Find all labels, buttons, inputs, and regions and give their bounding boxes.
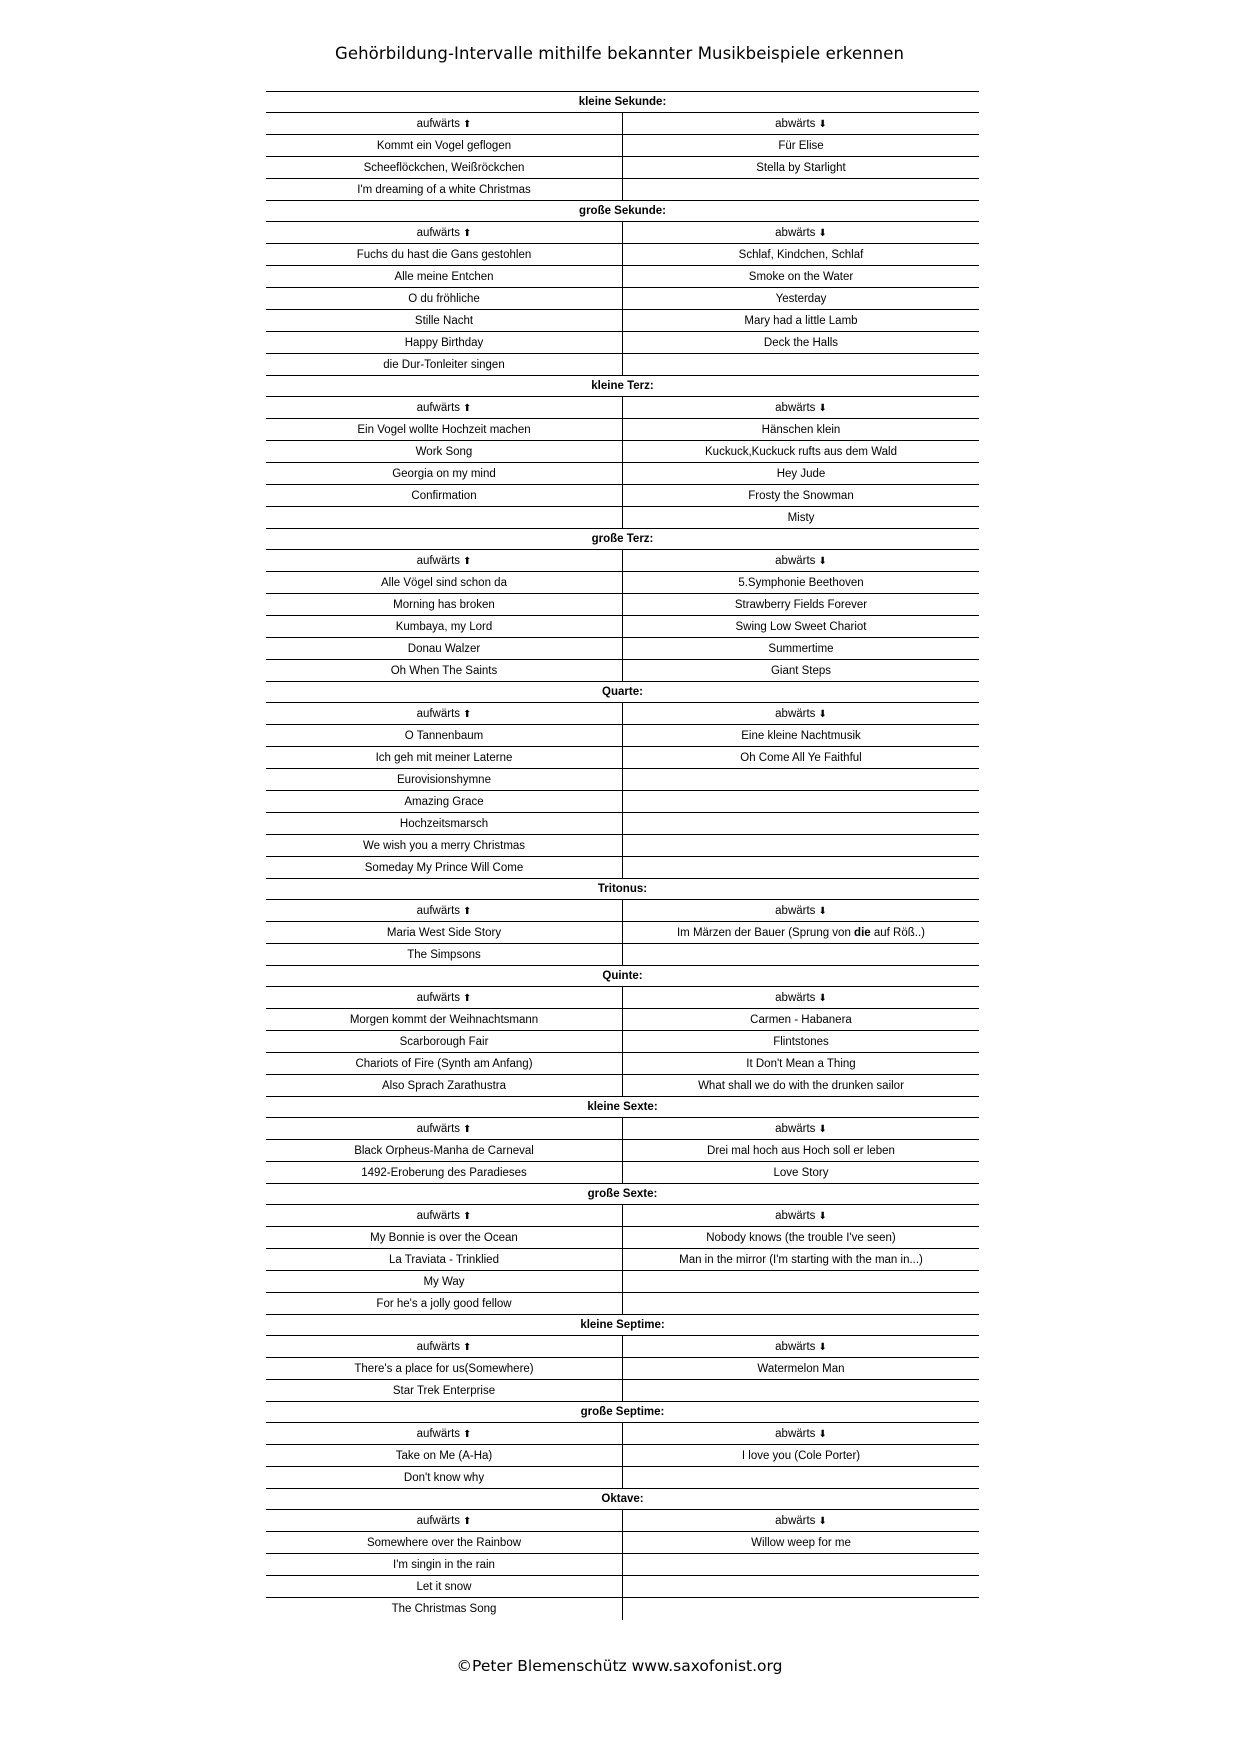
section-heading: Quarte: <box>266 682 979 703</box>
upward-song: The Simpsons <box>266 944 623 965</box>
song-row <box>266 572 979 594</box>
downward-song <box>623 1467 979 1488</box>
upward-song: My Bonnie is over the Ocean <box>266 1227 623 1248</box>
downward-song: Giant Steps <box>770 665 832 677</box>
direction-header-row <box>266 1205 979 1227</box>
song-row <box>266 1249 979 1271</box>
upward-label: aufwärts <box>416 992 461 1004</box>
song-row <box>266 1293 979 1315</box>
upward-song: Work Song <box>266 441 623 462</box>
song-row <box>266 266 979 288</box>
downward-song: Für Elise <box>778 140 824 152</box>
downward-header <box>623 1118 979 1139</box>
upward-song: Scarborough Fair <box>266 1031 623 1052</box>
upward-song: Star Trek Enterprise <box>266 1380 623 1401</box>
song-row <box>266 1380 979 1402</box>
arrow-down-icon: ⬇ <box>818 556 827 567</box>
section-heading: Quinte: <box>266 966 979 987</box>
downward-song: Smoke on the Water <box>748 271 854 283</box>
downward-song: Oh Come All Ye Faithful <box>740 752 862 764</box>
direction-header-row <box>266 222 979 244</box>
direction-header-row <box>266 703 979 725</box>
downward-song <box>623 1576 979 1597</box>
song-row <box>266 1053 979 1075</box>
song-row <box>266 244 979 266</box>
downward-label: abwärts <box>775 118 816 130</box>
upward-song: O du fröhliche <box>266 288 623 309</box>
upward-song: We wish you a merry Christmas <box>266 835 623 856</box>
downward-label: abwärts <box>775 708 816 720</box>
upward-label: aufwärts <box>416 1515 461 1527</box>
downward-header <box>623 113 979 134</box>
downward-song <box>623 1598 979 1620</box>
arrow-down-icon: ⬇ <box>818 1429 827 1440</box>
arrow-up-icon: ⬆ <box>463 906 472 917</box>
upward-song: Confirmation <box>266 485 623 506</box>
section-heading: große Septime: <box>266 1402 979 1423</box>
downward-header <box>623 397 979 418</box>
song-row <box>266 1227 979 1249</box>
downward-song <box>623 769 979 790</box>
song-row <box>266 310 979 332</box>
downward-song: Man in the mirror (I'm starting with the man in...) <box>679 1254 923 1266</box>
upward-label: aufwärts <box>416 1210 461 1222</box>
arrow-down-icon: ⬇ <box>818 993 827 1004</box>
downward-header <box>623 900 979 921</box>
downward-song: Deck the Halls <box>763 337 839 349</box>
downward-song: Strawberry Fields Forever <box>734 599 868 611</box>
upward-song: Kumbaya, my Lord <box>266 616 623 637</box>
song-row <box>266 747 979 769</box>
downward-song: Willow weep for me <box>751 1537 851 1549</box>
section-heading: kleine Septime: <box>266 1315 979 1336</box>
song-row <box>266 1554 979 1576</box>
arrow-up-icon: ⬆ <box>463 1429 472 1440</box>
arrow-down-icon: ⬇ <box>818 1516 827 1527</box>
downward-song: Nobody knows (the trouble I've seen) <box>706 1232 896 1244</box>
arrow-down-icon: ⬇ <box>818 1342 827 1353</box>
song-row <box>266 1075 979 1097</box>
upward-song: Black Orpheus-Manha de Carneval <box>266 1140 623 1161</box>
arrow-down-icon: ⬇ <box>818 709 827 720</box>
downward-song: What shall we do with the drunken sailor <box>698 1080 904 1092</box>
upward-song: Morgen kommt der Weihnachtsmann <box>266 1009 623 1030</box>
song-row <box>266 1358 979 1380</box>
downward-song: Swing Low Sweet Chariot <box>735 621 867 633</box>
song-row <box>266 441 979 463</box>
downward-label: abwärts <box>775 1515 816 1527</box>
song-row <box>266 1598 979 1620</box>
direction-header-row <box>266 397 979 419</box>
section-heading: große Sekunde: <box>266 201 979 222</box>
arrow-up-icon: ⬆ <box>463 1211 472 1222</box>
upward-header <box>266 1510 623 1531</box>
song-row <box>266 944 979 966</box>
footer-credit: ©Peter Blemenschütz www.saxofonist.org <box>456 1657 783 1675</box>
section-heading: Tritonus: <box>266 879 979 900</box>
song-row <box>266 1162 979 1184</box>
song-row <box>266 1576 979 1598</box>
downward-song: Stella by Starlight <box>756 162 846 174</box>
upward-header <box>266 1118 623 1139</box>
arrow-up-icon: ⬆ <box>463 228 472 239</box>
downward-song <box>623 944 979 965</box>
song-row <box>266 157 979 179</box>
downward-song: It Don't Mean a Thing <box>746 1058 856 1070</box>
downward-song: Eine kleine Nachtmusik <box>741 730 861 742</box>
song-row <box>266 1031 979 1053</box>
song-row <box>266 288 979 310</box>
direction-header-row <box>266 1336 979 1358</box>
direction-header-row <box>266 113 979 135</box>
downward-song: Summertime <box>768 643 834 655</box>
downward-song: Im Märzen der Bauer (Sprung von die auf Röß..) <box>676 927 925 939</box>
downward-song: Yesterday <box>775 293 827 305</box>
song-row <box>266 1271 979 1293</box>
section-heading: Oktave: <box>266 1489 979 1510</box>
upward-song: Alle meine Entchen <box>266 266 623 287</box>
upward-label: aufwärts <box>416 227 461 239</box>
downward-song <box>623 1293 979 1314</box>
section-heading: kleine Sexte: <box>266 1097 979 1118</box>
upward-song: Stille Nacht <box>266 310 623 331</box>
song-row <box>266 1532 979 1554</box>
direction-header-row <box>266 1510 979 1532</box>
upward-song: Someday My Prince Will Come <box>266 857 623 878</box>
song-row <box>266 791 979 813</box>
upward-song: Also Sprach Zarathustra <box>266 1075 623 1096</box>
upward-song: die Dur-Tonleiter singen <box>266 354 623 375</box>
arrow-up-icon: ⬆ <box>463 1342 472 1353</box>
song-row <box>266 813 979 835</box>
direction-header-row <box>266 987 979 1009</box>
upward-label: aufwärts <box>416 555 461 567</box>
song-row <box>266 922 979 944</box>
downward-header <box>623 222 979 243</box>
upward-header <box>266 1205 623 1226</box>
song-row <box>266 419 979 441</box>
arrow-down-icon: ⬇ <box>818 906 827 917</box>
downward-label: abwärts <box>775 555 816 567</box>
upward-song: Amazing Grace <box>266 791 623 812</box>
downward-label: abwärts <box>775 1210 816 1222</box>
downward-label: abwärts <box>775 905 816 917</box>
arrow-down-icon: ⬇ <box>818 403 827 414</box>
upward-header <box>266 900 623 921</box>
downward-song <box>623 857 979 878</box>
downward-song: Misty <box>787 512 815 524</box>
upward-song: Hochzeitsmarsch <box>266 813 623 834</box>
upward-song <box>266 507 623 528</box>
upward-song: For he's a jolly good fellow <box>266 1293 623 1314</box>
upward-song: Happy Birthday <box>266 332 623 353</box>
downward-label: abwärts <box>775 992 816 1004</box>
song-row <box>266 835 979 857</box>
downward-song: 5.Symphonie Beethoven <box>738 577 864 589</box>
downward-song: Hey Jude <box>776 468 826 480</box>
upward-song: I'm dreaming of a white Christmas <box>266 179 623 200</box>
upward-song: Ein Vogel wollte Hochzeit machen <box>266 419 623 440</box>
song-row <box>266 725 979 747</box>
upward-song: Take on Me (A-Ha) <box>266 1445 623 1466</box>
upward-song: Alle Vögel sind schon da <box>266 572 623 593</box>
direction-header-row <box>266 550 979 572</box>
song-row <box>266 463 979 485</box>
downward-header <box>623 1336 979 1357</box>
downward-song: Love Story <box>773 1167 829 1179</box>
song-row <box>266 660 979 682</box>
upward-header <box>266 703 623 724</box>
direction-header-row <box>266 900 979 922</box>
downward-song <box>623 1554 979 1575</box>
downward-song <box>623 835 979 856</box>
downward-header <box>623 1510 979 1531</box>
upward-song: Fuchs du hast die Gans gestohlen <box>266 244 623 265</box>
arrow-down-icon: ⬇ <box>818 1124 827 1135</box>
downward-label: abwärts <box>775 1123 816 1135</box>
upward-song: Morning has broken <box>266 594 623 615</box>
upward-label: aufwärts <box>416 1428 461 1440</box>
downward-header <box>623 1205 979 1226</box>
song-row <box>266 507 979 529</box>
upward-header <box>266 397 623 418</box>
downward-label: abwärts <box>775 1341 816 1353</box>
song-row <box>266 332 979 354</box>
upward-label: aufwärts <box>416 1341 461 1353</box>
downward-song: Kuckuck,Kuckuck rufts aus dem Wald <box>705 446 897 458</box>
downward-song: Watermelon Man <box>757 1363 845 1375</box>
downward-header <box>623 550 979 571</box>
section-heading: kleine Sekunde: <box>266 92 979 113</box>
upward-song: O Tannenbaum <box>266 725 623 746</box>
song-row <box>266 1009 979 1031</box>
song-row <box>266 135 979 157</box>
upward-header <box>266 113 623 134</box>
arrow-up-icon: ⬆ <box>463 1516 472 1527</box>
upward-song: Georgia on my mind <box>266 463 623 484</box>
song-row <box>266 354 979 376</box>
upward-label: aufwärts <box>416 118 461 130</box>
song-row <box>266 179 979 201</box>
upward-song: The Christmas Song <box>266 1598 623 1620</box>
song-row <box>266 638 979 660</box>
arrow-up-icon: ⬆ <box>463 709 472 720</box>
upward-label: aufwärts <box>416 905 461 917</box>
downward-song: Carmen - Habanera <box>750 1014 852 1026</box>
downward-song: Drei mal hoch aus Hoch soll er leben <box>707 1145 895 1157</box>
upward-song: Chariots of Fire (Synth am Anfang) <box>266 1053 623 1074</box>
arrow-up-icon: ⬆ <box>463 556 472 567</box>
upward-song: Eurovisionshymne <box>266 769 623 790</box>
downward-song: I love you (Cole Porter) <box>741 1450 861 1462</box>
upward-song: Scheeflöckchen, Weißröckchen <box>266 157 623 178</box>
downward-label: abwärts <box>775 402 816 414</box>
upward-song: Oh When The Saints <box>266 660 623 681</box>
upward-song: Ich geh mit meiner Laterne <box>266 747 623 768</box>
song-row <box>266 1467 979 1489</box>
section-heading: kleine Terz: <box>266 376 979 397</box>
downward-song: Schlaf, Kindchen, Schlaf <box>738 249 864 261</box>
upward-song: Kommt ein Vogel geflogen <box>266 135 623 156</box>
upward-song: Donau Walzer <box>266 638 623 659</box>
upward-label: aufwärts <box>416 1123 461 1135</box>
upward-header <box>266 550 623 571</box>
upward-song: 1492-Eroberung des Paradieses <box>266 1162 623 1183</box>
upward-song: Let it snow <box>266 1576 623 1597</box>
section-heading: große Terz: <box>266 529 979 550</box>
downward-song: Flintstones <box>773 1036 829 1048</box>
interval-table <box>266 91 979 1620</box>
song-row <box>266 485 979 507</box>
arrow-down-icon: ⬇ <box>818 228 827 239</box>
downward-song: Hänschen klein <box>761 424 841 436</box>
upward-header <box>266 222 623 243</box>
downward-song: Mary had a little Lamb <box>744 315 858 327</box>
downward-song: Frosty the Snowman <box>748 490 854 502</box>
downward-song <box>623 813 979 834</box>
downward-song <box>623 1380 979 1401</box>
arrow-up-icon: ⬆ <box>463 993 472 1004</box>
upward-header <box>266 1336 623 1357</box>
section-heading: große Sexte: <box>266 1184 979 1205</box>
upward-song: Somewhere over the Rainbow <box>266 1532 623 1553</box>
direction-header-row <box>266 1118 979 1140</box>
downward-header <box>623 703 979 724</box>
upward-song: There's a place for us(Somewhere) <box>266 1358 623 1379</box>
upward-song: Maria West Side Story <box>266 922 623 943</box>
downward-song <box>623 791 979 812</box>
song-row <box>266 616 979 638</box>
direction-header-row <box>266 1423 979 1445</box>
downward-song <box>623 1271 979 1292</box>
downward-header <box>623 1423 979 1444</box>
song-row <box>266 769 979 791</box>
arrow-down-icon: ⬇ <box>818 119 827 130</box>
upward-song: Don't know why <box>266 1467 623 1488</box>
downward-label: abwärts <box>775 1428 816 1440</box>
upward-label: aufwärts <box>416 708 461 720</box>
upward-song: La Traviata - Trinklied <box>266 1249 623 1270</box>
arrow-down-icon: ⬇ <box>818 1211 827 1222</box>
page-title: Gehörbildung-Intervalle mithilfe bekannter Musikbeispiele erkennen <box>334 44 905 63</box>
arrow-up-icon: ⬆ <box>463 1124 472 1135</box>
upward-header <box>266 987 623 1008</box>
song-row <box>266 857 979 879</box>
upward-header <box>266 1423 623 1444</box>
song-row <box>266 1445 979 1467</box>
downward-song <box>623 354 979 375</box>
downward-header <box>623 987 979 1008</box>
upward-song: My Way <box>266 1271 623 1292</box>
upward-label: aufwärts <box>416 402 461 414</box>
downward-label: abwärts <box>775 227 816 239</box>
arrow-up-icon: ⬆ <box>463 119 472 130</box>
upward-song: I'm singin in the rain <box>266 1554 623 1575</box>
song-row <box>266 594 979 616</box>
downward-song <box>623 179 979 200</box>
song-row <box>266 1140 979 1162</box>
arrow-up-icon: ⬆ <box>463 403 472 414</box>
